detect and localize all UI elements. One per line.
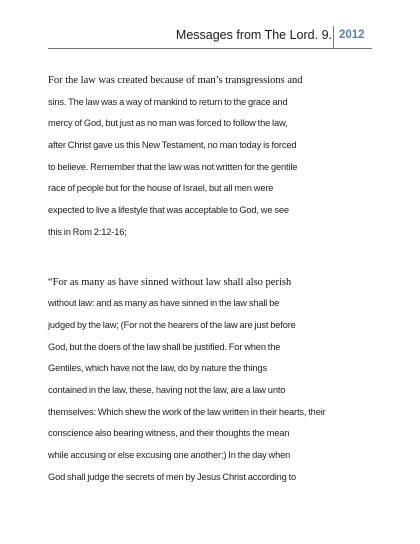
header-year: 2012	[339, 29, 365, 41]
text-line: without law: and as many as have sinned in the law shall be	[48, 298, 280, 309]
document-body	[48, 70, 378, 488]
text-line: after Christ gave us this New Testament, no man today is forced	[48, 140, 297, 151]
text-line: to believe. Remember that the law was not written for the gentile	[48, 161, 298, 172]
header-title: Messages from The Lord. 9.	[175, 28, 332, 42]
text-line: themselves: Which shew the work of the law written in their hearts, their	[48, 406, 326, 417]
text-line: judged by the law; (For not the hearers of the law are just before	[48, 319, 296, 330]
text-line: Gentiles, which have not the law, do by nature the things	[48, 363, 268, 374]
text-line: For the law was created because of man’s transgressions and	[48, 75, 303, 86]
text-line: while accusing or else excusing one another;) In the day when	[48, 450, 291, 460]
header-rule	[48, 48, 372, 49]
text-line: “For as many as have sinned without law shall also perish	[48, 276, 292, 288]
text-line: sins. The law was a way of mankind to return to the grace and	[48, 96, 288, 107]
text-line: this in Rom 2:12-16;	[48, 226, 127, 237]
text-line: expected to live a lifestyle that was acceptable to God, we see	[48, 205, 289, 216]
text-line: conscience also bearing witness, and their thoughts the mean	[48, 428, 290, 439]
header-divider	[333, 26, 334, 48]
text-line: God, but the doers of the law shall be justified. For when the	[48, 341, 281, 352]
paragraph-law-transgressions	[48, 70, 378, 244]
page-header	[0, 26, 420, 50]
text-line: contained in the law, these, having not the law, are a law unto	[48, 384, 286, 395]
paragraph-romans-quote	[48, 272, 378, 489]
text-line: race of people but for the house of Israel, but all men were	[48, 183, 274, 194]
text-line: God shall judge the secrets of men by Jesus Christ according to	[48, 471, 297, 482]
text-line: mercy of God, but just as no man was forced to follow the law,	[48, 118, 288, 129]
